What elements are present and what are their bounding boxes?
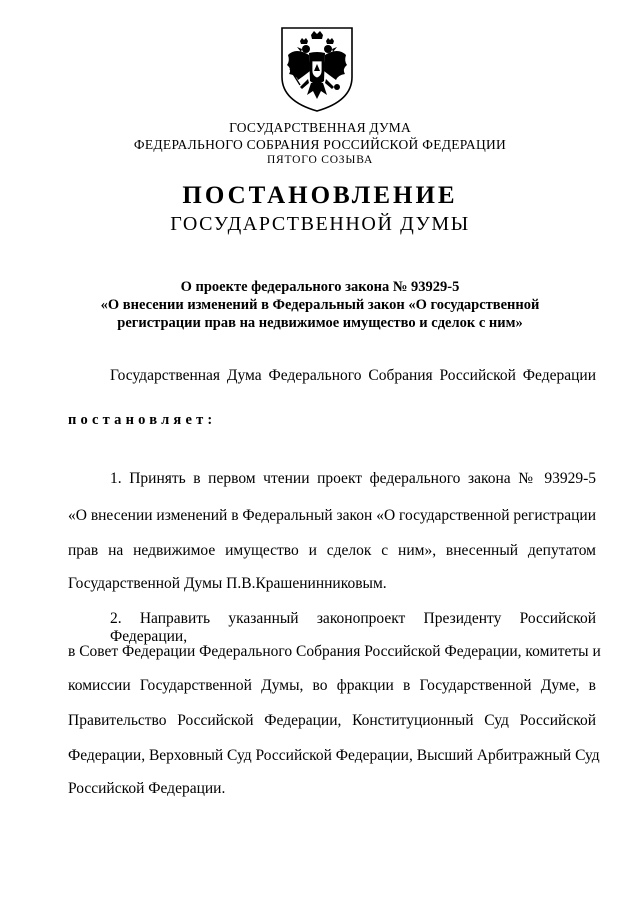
header-line-3: ПЯТОГО СОЗЫВА	[266, 154, 374, 166]
item-2-line-3: комиссии Государственной Думы, во фракции в Государственной Думе, в	[68, 677, 596, 694]
intro-paragraph: Государственная Дума Федерального Собрания Российской Федерации	[110, 367, 596, 384]
item-1-line-4: Государственной Думы П.В.Крашенинниковым.	[68, 575, 387, 592]
item-1-line-1: 1. Принять в первом чтении проект федерального закона № 93929-5	[110, 470, 596, 487]
subject-line-2: «О внесении изменений в Федеральный закон «О государственной	[100, 297, 540, 313]
item-1-line-3: прав на недвижимое имущество и сделок с ним», внесенный депутатом	[68, 542, 596, 559]
header-line-1: ГОСУДАРСТВЕННАЯ ДУМА	[229, 120, 411, 135]
resolves-word: постановляет:	[68, 412, 217, 428]
subject-line-1: О проекте федерального закона № 93929-5	[180, 279, 460, 295]
document-subtitle: ГОСУДАРСТВЕННОЙ ДУМЫ	[170, 213, 470, 235]
double-headed-eagle-icon	[278, 25, 356, 113]
coat-of-arms-emblem	[278, 25, 356, 113]
item-1-line-2: «О внесении изменений в Федеральный закон «О государственной регистрации	[68, 507, 597, 524]
subject-line-3: регистрации прав на недвижимое имущество и сделок с ним»	[117, 315, 523, 331]
document-title: ПОСТАНОВЛЕНИЕ	[182, 182, 458, 209]
item-2-line-6: Российской Федерации.	[68, 780, 226, 797]
item-2-line-1: 2. Направить указанный законопроект Президенту Российской Федерации,	[110, 610, 596, 645]
item-2-line-5: Федерации, Верховный Суд Российской Федерации, Высший Арбитражный Суд	[68, 747, 600, 764]
header-line-2: ФЕДЕРАЛЬНОГО СОБРАНИЯ РОССИЙСКОЙ ФЕДЕРАЦИИ	[133, 137, 507, 152]
item-2-line-4: Правительство Российской Федерации, Конституционный Суд Российской	[68, 712, 596, 729]
item-2-line-2: в Совет Федерации Федерального Собрания Российской Федерации, комитеты и	[68, 643, 601, 660]
